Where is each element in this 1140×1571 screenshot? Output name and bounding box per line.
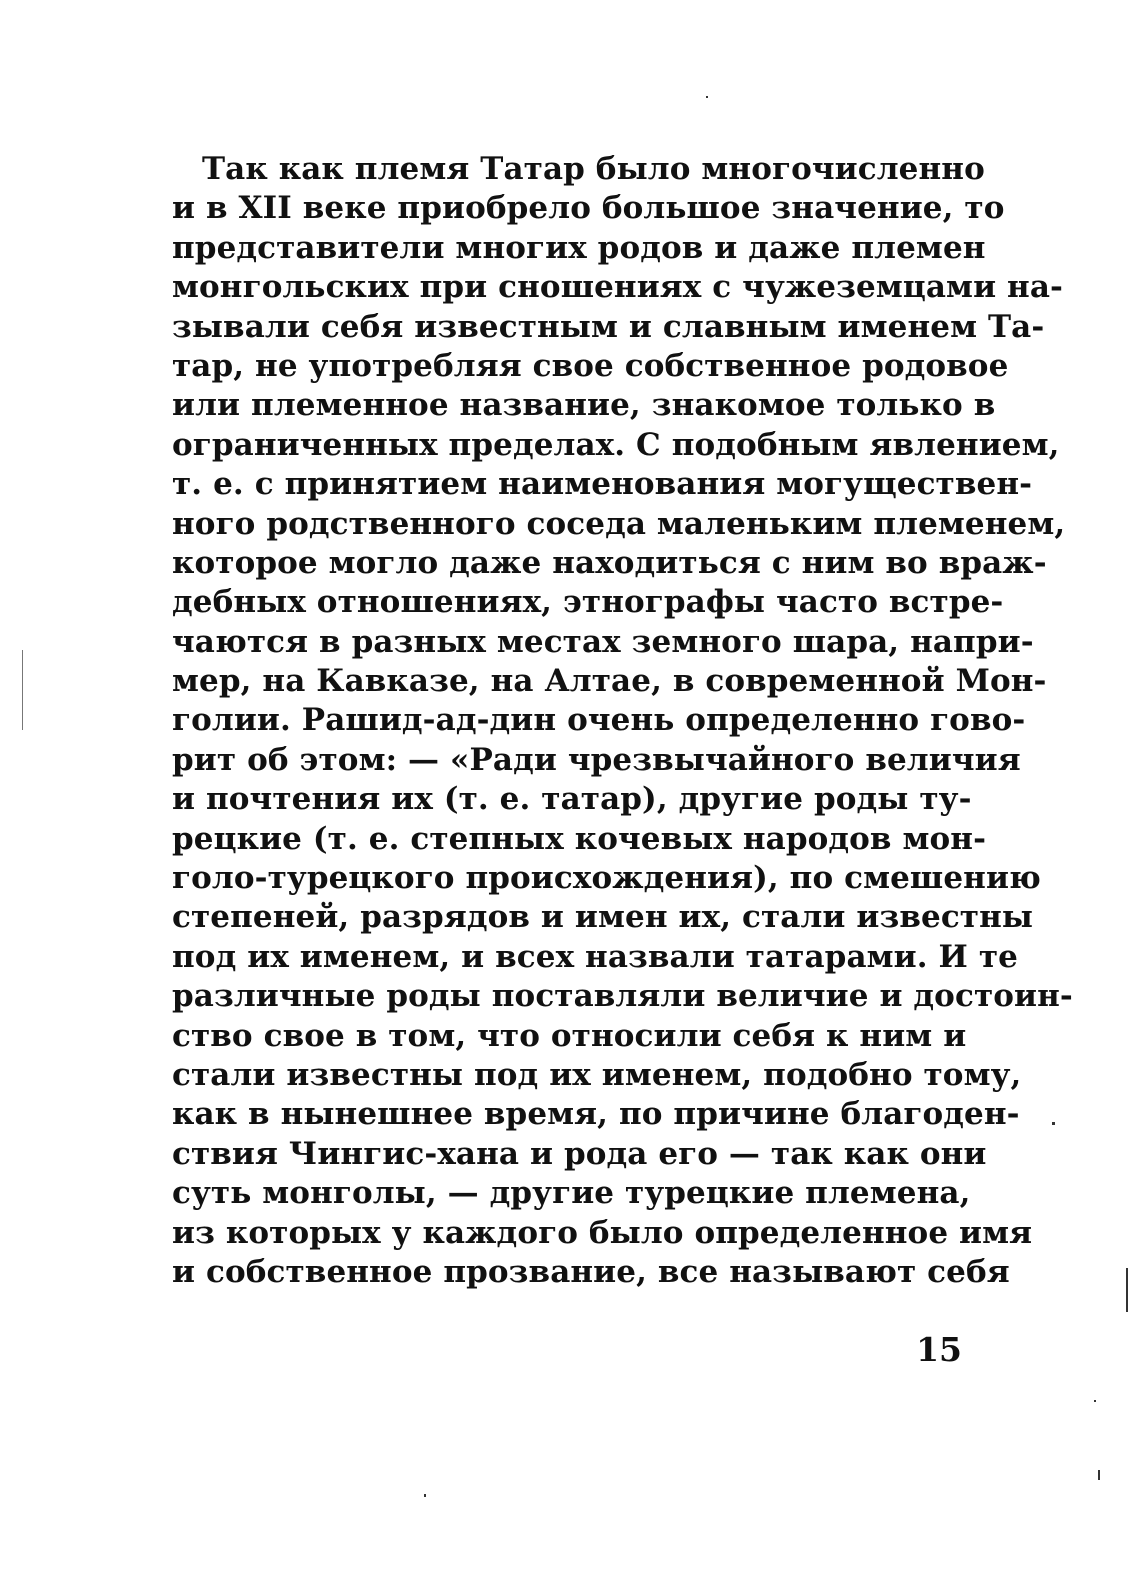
text-line: дебных отношениях, этнографы часто встре- bbox=[172, 584, 1004, 621]
text-line: и почтения их (т. е. татар), другие роды ту- bbox=[172, 781, 972, 818]
text-line: представители многих родов и даже племен bbox=[172, 229, 986, 266]
scan-speck bbox=[1126, 1268, 1128, 1312]
text-line: или племенное название, знакомое только в bbox=[172, 387, 996, 424]
text-line: т. е. с принятием наименования могуществен- bbox=[172, 466, 1033, 503]
scan-speck bbox=[1094, 1400, 1096, 1402]
text-line: рит об этом: — «Ради чрезвычайного величия bbox=[172, 741, 1021, 778]
text-line: голии. Рашид-ад-дин очень определенно гово- bbox=[172, 702, 1026, 739]
text-line: монгольских при сношениях с чужеземцами на- bbox=[172, 269, 1063, 306]
scan-speck bbox=[424, 1494, 426, 1497]
text-line: под их именем, и всех назвали татарами. И те bbox=[172, 938, 1018, 975]
scan-speck bbox=[706, 96, 708, 98]
text-line: ство свое в том, что относили себя к ним и bbox=[172, 1017, 967, 1054]
text-line: голо-турецкого происхождения), по смешению bbox=[172, 860, 1041, 897]
text-line: чаются в разных местах земного шара, напри- bbox=[172, 623, 1034, 660]
text-line: ного родственного соседа маленьким племенем, bbox=[172, 505, 1066, 542]
text-line: как в нынешнее время, по причине благоден- bbox=[172, 1096, 1020, 1133]
body-text bbox=[172, 150, 1073, 1292]
text-line: Так как племя Татар было многочисленно bbox=[202, 151, 985, 187]
scan-speck bbox=[22, 650, 23, 730]
text-line: зывали себя известным и славным именем Та- bbox=[172, 308, 1045, 345]
text-line: тар, не употребляя свое собственное родовое bbox=[172, 347, 1009, 384]
text-line: ограниченных пределах. С подобным явлением, bbox=[172, 426, 1060, 463]
page-number: 15 bbox=[916, 1330, 962, 1369]
text-line: степеней, разрядов и имен их, стали известны bbox=[172, 899, 1034, 936]
text-line: различные роды поставляли величие и достоин- bbox=[172, 978, 1073, 1015]
text-line: и собственное прозвание, все называют себя bbox=[172, 1253, 1010, 1290]
text-line: рецкие (т. е. степных кочевых народов мон- bbox=[172, 820, 987, 857]
scan-speck bbox=[1052, 1122, 1055, 1125]
text-line: мер, на Кавказе, на Алтае, в современной Мон- bbox=[172, 663, 1047, 700]
text-line: которое могло даже находиться с ним во враж- bbox=[172, 544, 1047, 581]
text-line: стали известны под их именем, подобно тому, bbox=[172, 1056, 1022, 1093]
text-line: ствия Чингис-хана и рода его — так как они bbox=[172, 1135, 987, 1172]
text-line: из которых у каждого было определенное имя bbox=[172, 1214, 1033, 1251]
text-line: суть монголы, — другие турецкие племена, bbox=[172, 1175, 971, 1212]
text-line: и в XII веке приобрело большое значение, то bbox=[172, 190, 1005, 227]
scan-speck bbox=[1098, 1470, 1100, 1480]
